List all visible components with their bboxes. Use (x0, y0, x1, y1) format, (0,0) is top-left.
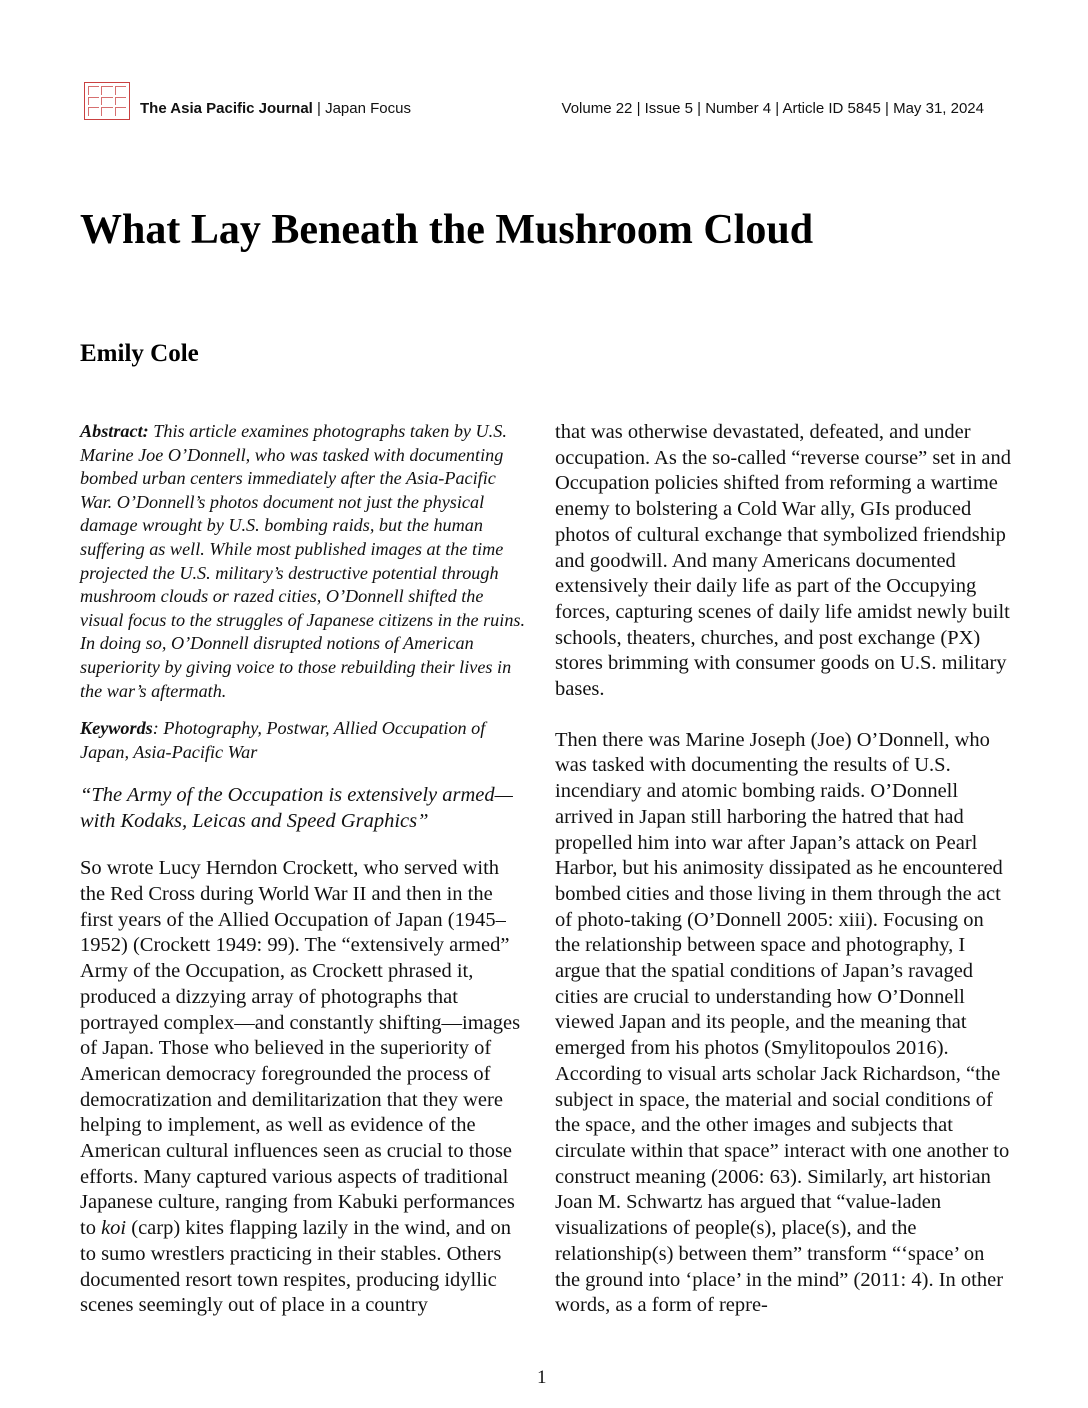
body-text: So wrote Lucy Herndon Crockett, who served with the Red Cross during World War II and then in the first years of the Allied Occupation of Japan (1945–1952) (Crockett 1949: 99). The “extensively armed” Army of the Occupation, as Crockett phrased it, produced a dizzying array of photographs that portrayed complex—and constantly shifting—images of Japan. Those who believed in the superiority of American democracy foregrounded the process of democratization and demilitarization that they were helping to implement, as well as evidence of the American cultural influences seen as crucial to those efforts. Many captured various aspects of traditional Japanese culture, ranging from Kabuki performances to (80, 857, 521, 1240)
body-text-continued: (carp) kites flapping lazily in the wind, and on to sumo wrestlers practicing in their stables. Others documented resort town respites, producing idyllic scenes seemingly out of place in a country (80, 1217, 511, 1317)
abstract-label: Abstract: (80, 421, 149, 441)
page-number: 1 (537, 1367, 547, 1388)
article-author: Emily Cole (80, 340, 199, 367)
journal-title: The Asia Pacific Journal (140, 100, 313, 117)
abstract (80, 420, 528, 703)
keywords (80, 717, 528, 764)
keywords-text: : Photography, Postwar, Allied Occupation of Japan, Asia-Pacific War (80, 718, 486, 762)
abstract-text: This article examines photographs taken by U.S. Marine Joe O’Donnell, who was tasked with documenting bombed urban centers immediately after the Asia-Pacific War. O’Donnell’s photos document not just the physical damage wrought by U.S. bombing raids, but the human suffering as well. While most published images at the time projected the U.S. military’s destructive potential through mushroom clouds or razed cities, O’Donnell shifted the visual focus to the struggles of Japanese citizens in the ruins. In doing so, O’Donnell disrupted notions of American superiority by giving voice to those rebuilding their lives in the war’s aftermath. (80, 421, 526, 701)
body-paragraph-right-1: that was otherwise devastated, defeated, and under occupation. As the so-called “reverse course” set in and Occupation policies shifted from reforming a wartime enemy to bolstering a Cold War ally, GIs produced photos of cultural exchange that symbolized friendship and goodwill. And many Americans documented extensively their daily life as part of the Occupying forces, capturing scenes of daily life amidst newly built schools, theaters, churches, and post exchange (PX) stores brimming with consumer goods on U.S. military bases. (555, 421, 1011, 701)
keywords-label: Keywords (80, 718, 153, 739)
journal-logo (84, 82, 130, 120)
journal-name (140, 100, 411, 117)
epigraph: “The Army of the Occupation is extensively armed—with Kodaks, Leicas and Speed Graphics” (80, 784, 513, 833)
journal-section: | Japan Focus (312, 100, 411, 117)
article-title: What Lay Beneath the Mushroom Cloud (80, 207, 814, 253)
right-column (555, 420, 1011, 1319)
page-header (84, 82, 984, 122)
body-paragraph-left (80, 856, 528, 1319)
body-paragraph-right-2: Then there was Marine Joseph (Joe) O’Donnell, who was tasked with documenting the results of U.S. incendiary and atomic bombing raids. O’Donnell arrived in Japan still harboring the hatred that had propelled him into war after Japan’s attack on Pearl Harbor, but his animosity dissipated as he encountered bombed cities and those living in them through the act of photo-taking (O’Donnell 2005: xiii). Focusing on the relationship between space and photography, I argue that the spatial conditions of Japan’s ravaged cities are crucial to understanding how O’Donnell viewed Japan and its people, and the meaning that emerged from his photos (Smylitopoulos 2016). According to visual arts scholar Jack Richardson, “the subject in space, the material and social conditions of the space, and the other images and subjects that circulate within that space” interact with one another to construct meaning (2006: 63). Similarly, art historian Joan M. Schwartz has argued that “value-laden visualizations of people(s), place(s), and the relationship(s) between them” transform “‘space’ on the ground into ‘place’ in the mind” (2011: 4). In other words, as a form of repre- (555, 728, 1010, 1317)
left-column (80, 420, 528, 1319)
issue-info: Volume 22 | Issue 5 | Number 4 | Article ID 5845 | May 31, 2024 (561, 100, 984, 117)
body-italic-term: koi (101, 1217, 127, 1240)
